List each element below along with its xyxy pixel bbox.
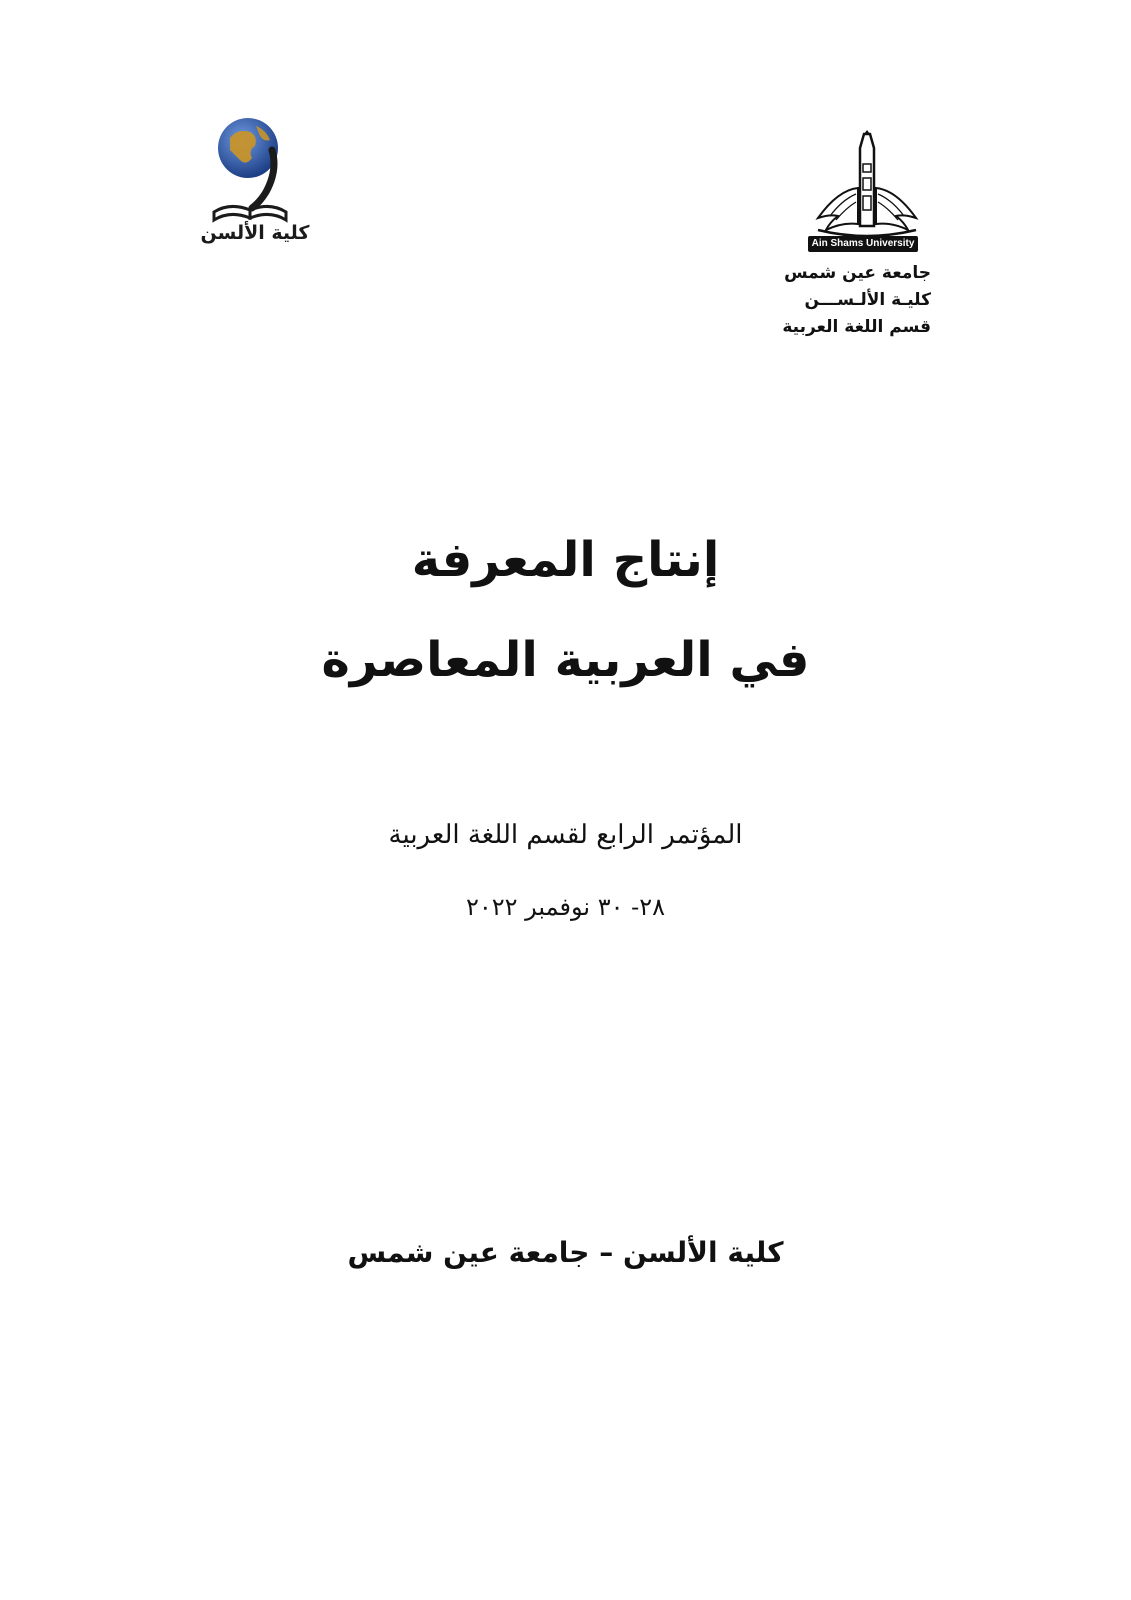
title-line-2: في العربية المعاصرة [321,632,810,688]
faculty-name: كليـة الألـســـن [804,290,931,310]
institution-block [771,260,931,341]
conference-dates: ٢٨- ٣٠ نوفمبر ٢٠٢٢ [465,893,666,921]
title-line-1: إنتاج المعرفة [411,532,720,588]
main-title [0,510,1131,710]
globe-book-icon [200,110,320,230]
ain-shams-logo-name: Ain Shams University [808,236,918,252]
conference-name: المؤتمر الرابع لقسم اللغة العربية [388,820,743,850]
department-name: قسم اللغة العربية [782,317,931,337]
footer-institution: كلية الألسن – جامعة عين شمس [347,1236,784,1269]
conference-info [0,815,1131,925]
obelisk-eagle-emblem-icon [808,130,926,240]
university-name: جامعة عين شمس [784,263,931,283]
alsun-logo-caption: كلية الألسن [200,222,310,244]
